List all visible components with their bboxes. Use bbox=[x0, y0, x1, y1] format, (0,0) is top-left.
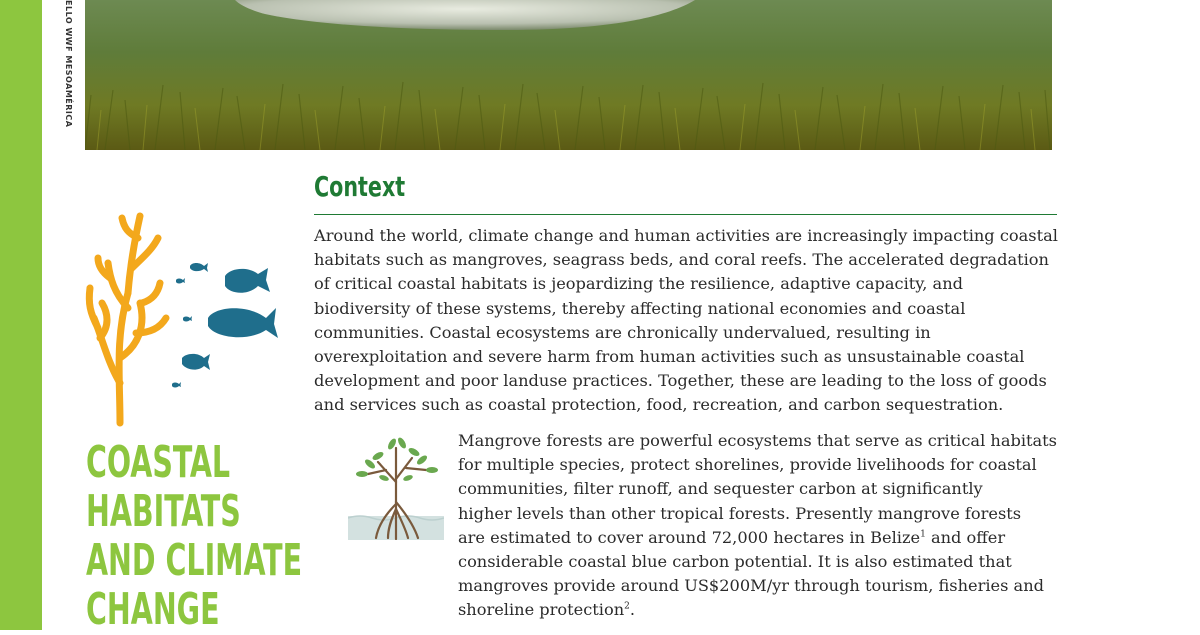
footnote-ref-1[interactable]: 1 bbox=[920, 529, 926, 540]
left-accent-bar bbox=[0, 0, 42, 630]
photo-credit-text: ELLO WWF MESOAMÉRICA bbox=[64, 0, 73, 128]
mangrove-paragraph bbox=[458, 429, 1058, 623]
side-title bbox=[86, 438, 302, 634]
mangrove-text-end: . bbox=[629, 600, 636, 620]
side-title-line-1: COASTAL bbox=[86, 437, 231, 488]
mangrove-text-part2: and offer considerable coastal blue carbon potential. It is also estimated that mangroves provide around US$200M/yr through tourism, fisheries and shoreline protection bbox=[458, 527, 1044, 620]
side-title-line-4: CHANGE bbox=[86, 584, 220, 635]
heading-divider bbox=[314, 214, 1057, 215]
side-title-line-3: AND CLIMATE bbox=[86, 535, 303, 586]
coral-and-fish-icon bbox=[80, 208, 290, 428]
mangrove-text-part1: Mangrove forests are powerful ecosystems that serve as critical habitats for multiple species, protect shorelines, provide livelihoods for coastal communities, filter runoff, and sequester carbon at significantly higher levels than other tropical forests. Presently mangrove forests are estimated to cover around 72,000 hectares in Belize bbox=[458, 431, 1057, 547]
photo-credit bbox=[60, 0, 82, 150]
side-title-line-2: HABITATS bbox=[86, 486, 241, 537]
footnote-ref-2[interactable]: 2 bbox=[624, 602, 630, 613]
section-heading: Context bbox=[314, 170, 406, 203]
context-paragraph: Around the world, climate change and human activities are increasingly impacting coastal habitats such as mangroves, seagrass beds, and coral reefs. The accelerated degradation of critical coastal habitats is jeopardizing the resilience, adaptive capacity, and biodiversity of these systems, thereby affecting national economies and coastal communities. Coastal ecosystems are chronically undervalued, resulting in overexploitation and severe harm from human activities such as unsustainable coastal development and poor landuse practices. Together, these are leading to the loss of goods and services such as coastal protection, food, recreation, and carbon sequestration. bbox=[314, 226, 1058, 415]
seagrass-photo-image bbox=[85, 0, 1052, 150]
seagrass-photo bbox=[85, 0, 1052, 150]
mangrove-tree-icon bbox=[348, 434, 444, 540]
